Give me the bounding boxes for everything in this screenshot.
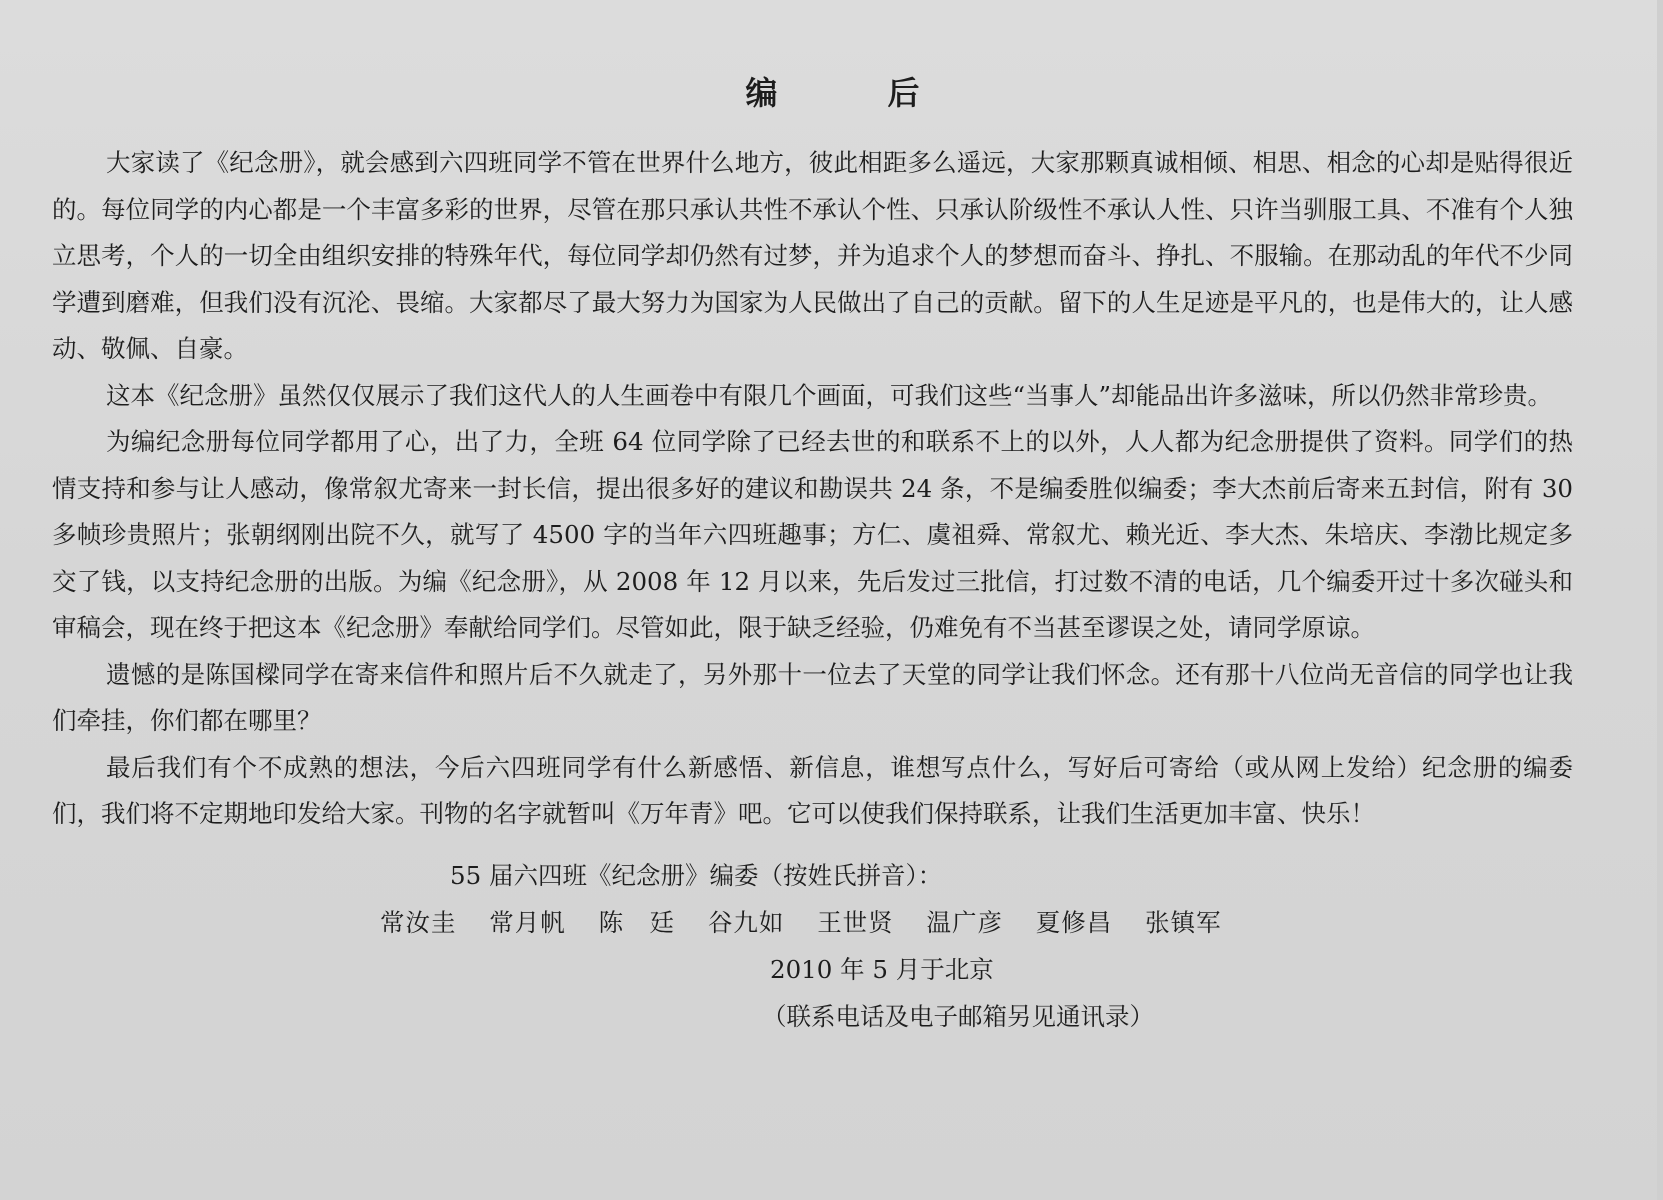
paragraph-2: 这本《纪念册》虽然仅仅展示了我们这代人的人生画卷中有限几个画面，可我们这些“当事人”却能品出许多滋味，所以仍然非常珍贵。 (106, 380, 1553, 410)
page-title (52, 68, 1573, 114)
signature-block (52, 852, 1573, 1040)
paragraph-5: 最后我们有个不成熟的想法，今后六四班同学有什么新感悟、新信息，谁想写点什么，写好后可寄给（或从网上发给）纪念册的编委们，我们将不定期地印发给大家。刊物的名字就暂叫《万年青》吧。它可以使我们保持联系，让我们生活更加丰富、快乐！ (52, 752, 1573, 828)
editorial-committee-heading: 55 届六四班《纪念册》编委（按姓氏拼音）： (450, 860, 943, 890)
editor-name: 常汝圭 (380, 907, 457, 937)
editor-name: 温广彦 (926, 907, 1003, 937)
title-char-1: 编 (745, 74, 778, 112)
title-char-2: 后 (887, 74, 920, 112)
paragraph-1: 大家读了《纪念册》，就会感到六四班同学不管在世界什么地方，彼此相距多么遥远，大家那颗真诚相倾、相思、相念的心却是贴得很近的。每位同学的内心都是一个丰富多彩的世界，尽管在那只承认共性不承认个性、只承认阶级性不承认人性、只许当驯服工具、不准有个人独立思考，个人的一切全由组织安排的特殊年代，每位同学却仍然有过梦，并为追求个人的梦想而奋斗、挣扎、不服输。在那动乱的年代不少同学遭到磨难，但我们没有沉沦、畏缩。大家都尽了最大努力为国家为人民做出了自己的贡献。留下的人生足迹是平凡的，也是伟大的，让人感动、敬佩、自豪。 (52, 148, 1573, 363)
paragraph-3: 为编纪念册每位同学都用了心，出了力，全班 64 位同学除了已经去世的和联系不上的以外，人人都为纪念册提供了资料。同学们的热情支持和参与让人感动，像常叙尤寄来一封长信，提出很多好的建议和勘误共 24 条，不是编委胜似编委；李大杰前后寄来五封信，附有 30 多帧珍贵照片；张朝纲刚出院不久，就写了 4500 字的当年六四班趣事；方仁、虞祖舜、常叙尤、赖光近、李大杰、朱培庆、李渤比规定多交了钱，以支持纪念册的出版。为编《纪念册》，从 2008 年 12 月以来，先后发过三批信，打过数不清的电话，几个编委开过十多次碰头和审稿会，现在终于把这本《纪念册》奉献给同学们。尽管如此，限于缺乏经验，仍难免有不当甚至谬误之处，请同学原谅。 (52, 427, 1573, 642)
editor-names (52, 899, 1573, 946)
editor-name: 王世贤 (817, 907, 894, 937)
body-text (52, 140, 1573, 838)
editor-name: 陈 廷 (598, 907, 676, 937)
scan-edge-shadow (1657, 0, 1663, 1200)
editor-name: 常月帆 (489, 907, 566, 937)
paragraph-4: 遗憾的是陈国樑同学在寄来信件和照片后不久就走了，另外那十一位去了天堂的同学让我们怀念。还有那十八位尚无音信的同学也让我们牵挂，你们都在哪里？ (52, 659, 1573, 735)
signature-date: 2010 年 5 月于北京 (770, 954, 994, 984)
editor-name: 张镇军 (1145, 907, 1222, 937)
editor-name: 谷九如 (707, 907, 785, 937)
editor-name: 夏修昌 (1035, 907, 1113, 937)
contact-note: （联系电话及电子邮箱另见通讯录） (762, 1001, 1154, 1031)
